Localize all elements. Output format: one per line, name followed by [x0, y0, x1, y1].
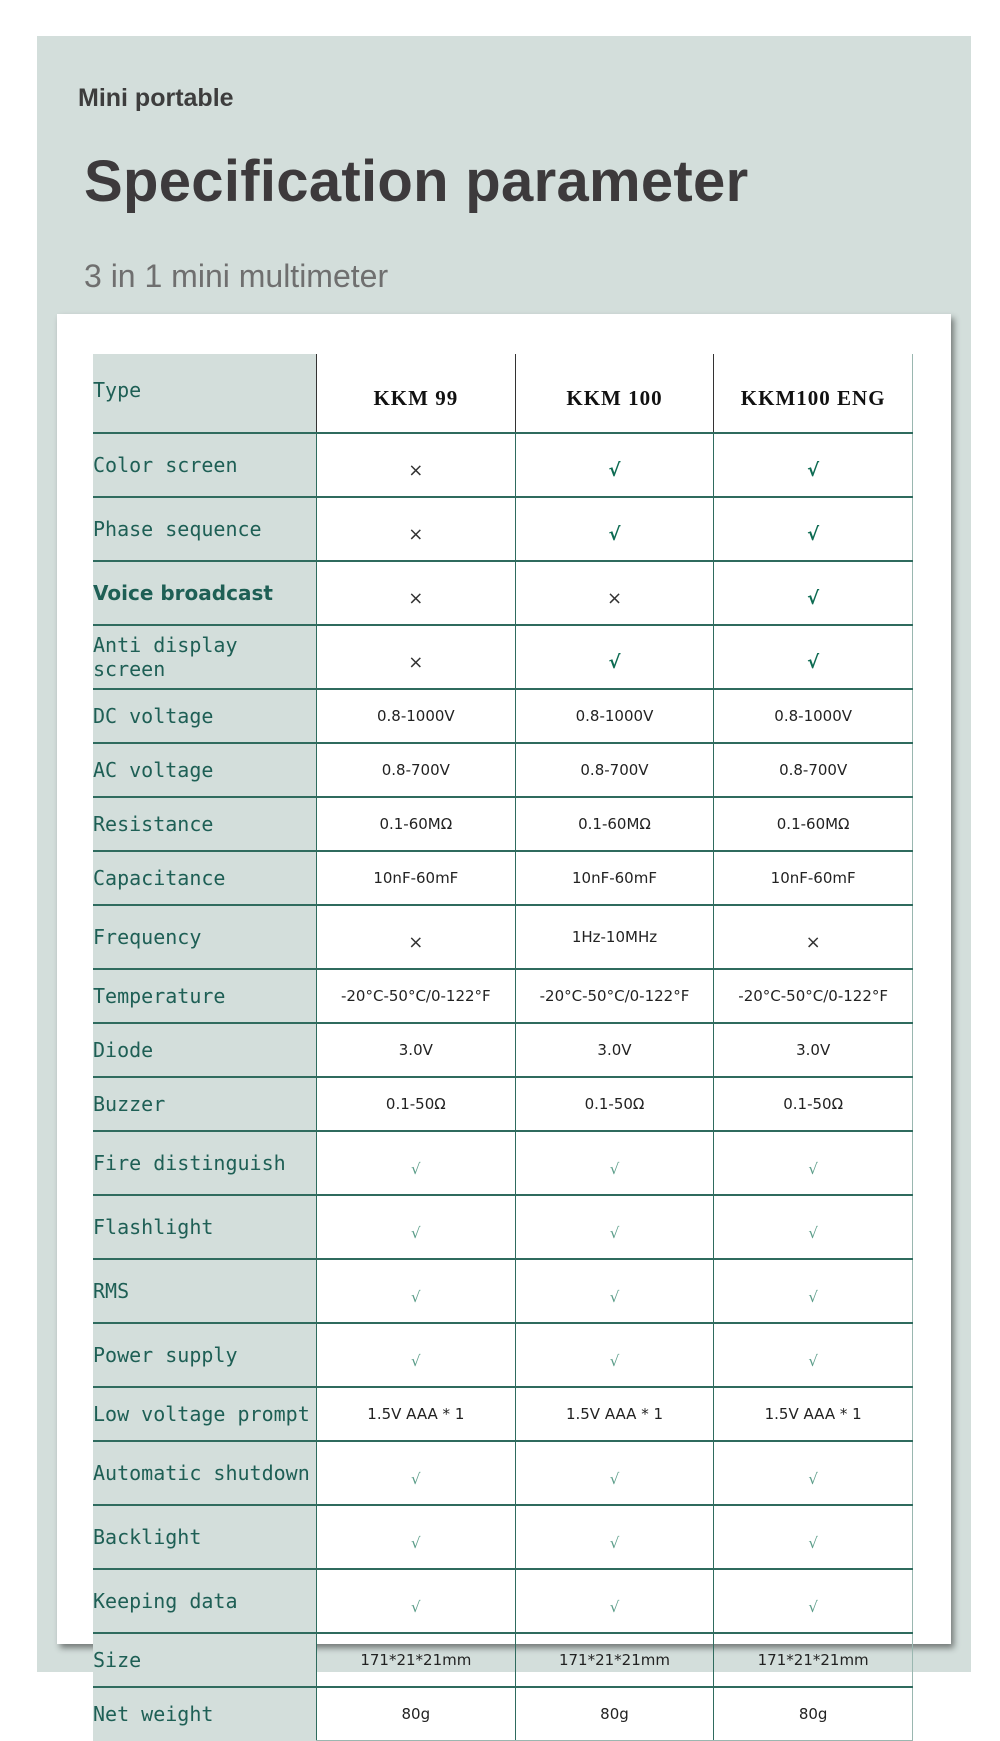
row-value: [317, 433, 516, 497]
check-icon: √: [411, 1351, 421, 1370]
value-text: 0.1-60MΩ: [379, 815, 453, 833]
row-label: AC voltage: [93, 743, 317, 797]
model-header: KKM 99: [317, 354, 516, 433]
value-text: 0.1-50Ω: [584, 1095, 645, 1113]
row-label: Backlight: [93, 1505, 317, 1569]
row-value: [714, 1131, 913, 1195]
row-label: Frequency: [93, 905, 317, 969]
check-icon: √: [411, 1597, 421, 1616]
cross-icon: ×: [408, 931, 424, 953]
check-icon: √: [808, 1533, 818, 1552]
check-icon: √: [608, 651, 621, 673]
type-label: Type: [93, 354, 317, 433]
check-icon: √: [808, 1351, 818, 1370]
spec-panel: [37, 36, 971, 1727]
check-icon: √: [808, 1597, 818, 1616]
row-value: [714, 561, 913, 625]
row-value: [714, 1077, 913, 1131]
table-row: [93, 1569, 913, 1633]
value-text: -20°C-50°C/0-122°F: [340, 987, 491, 1005]
row-value: [714, 497, 913, 561]
row-value: [714, 689, 913, 743]
value-text: 0.8-700V: [779, 761, 848, 779]
check-icon: √: [807, 587, 820, 609]
row-label: RMS: [93, 1259, 317, 1323]
row-value: [515, 797, 714, 851]
table-row: [93, 689, 913, 743]
row-value: [317, 905, 516, 969]
row-value: [714, 743, 913, 797]
value-text: -20°C-50°C/0-122°F: [539, 987, 690, 1005]
row-value: [515, 851, 714, 905]
value-text: 1Hz-10MHz: [571, 928, 658, 946]
cross-icon: ×: [606, 587, 623, 609]
row-label: Net weight: [93, 1687, 317, 1741]
row-value: [515, 905, 714, 969]
check-icon: √: [608, 459, 621, 481]
row-value: [714, 1023, 913, 1077]
check-icon: √: [411, 1223, 421, 1242]
table-row: [93, 433, 913, 497]
value-text: 171*21*21mm: [558, 1651, 670, 1669]
check-icon: √: [609, 1223, 620, 1242]
table-row: [93, 1323, 913, 1387]
row-value: [714, 1441, 913, 1505]
row-value: [317, 497, 516, 561]
cross-icon: ×: [408, 587, 424, 609]
table-row: [93, 1259, 913, 1323]
row-label: Temperature: [93, 969, 317, 1023]
row-value: [515, 1569, 714, 1633]
table-row: [93, 905, 913, 969]
row-value: [317, 1505, 516, 1569]
row-value: [515, 1505, 714, 1569]
spec-table: [93, 354, 913, 1741]
row-value: [714, 1505, 913, 1569]
check-icon: √: [609, 1351, 620, 1370]
value-text: 80g: [600, 1705, 629, 1723]
value-text: 10nF-60mF: [572, 869, 657, 887]
row-value: [317, 1077, 516, 1131]
value-text: 0.8-700V: [580, 761, 649, 779]
row-value: [515, 1259, 714, 1323]
row-value: [714, 905, 913, 969]
row-value: [515, 1633, 714, 1687]
table-row: [93, 1633, 913, 1687]
table-row: [93, 1387, 913, 1441]
row-value: [515, 1441, 714, 1505]
row-value: [714, 969, 913, 1023]
table-row: [93, 1441, 913, 1505]
check-icon: √: [609, 1533, 620, 1552]
check-icon: √: [808, 1223, 818, 1242]
value-text: 1.5V AAA * 1: [367, 1405, 465, 1423]
value-text: 0.1-60MΩ: [578, 815, 651, 833]
row-value: [714, 625, 913, 689]
cross-icon: ×: [408, 459, 424, 481]
row-value: [317, 689, 516, 743]
row-value: [317, 1633, 516, 1687]
table-row: [93, 1687, 913, 1741]
row-value: [317, 561, 516, 625]
row-value: [317, 1323, 516, 1387]
page-subtitle: 3 in 1 mini multimeter: [84, 258, 389, 294]
row-value: [317, 1259, 516, 1323]
row-label: Capacitance: [93, 851, 317, 905]
value-text: 3.0V: [796, 1041, 831, 1059]
table-row: [93, 1077, 913, 1131]
table-row: [93, 1131, 913, 1195]
table-row: [93, 851, 913, 905]
row-label: Resistance: [93, 797, 317, 851]
value-text: 0.8-1000V: [774, 707, 852, 725]
check-icon: √: [411, 1469, 421, 1488]
value-text: 171*21*21mm: [360, 1651, 472, 1669]
row-value: [317, 1569, 516, 1633]
value-text: 171*21*21mm: [757, 1651, 869, 1669]
value-text: 0.1-50Ω: [385, 1095, 446, 1113]
check-icon: √: [411, 1159, 421, 1178]
table-row: [93, 797, 913, 851]
row-value: [317, 1687, 516, 1741]
row-value: [714, 1633, 913, 1687]
value-text: 1.5V AAA * 1: [764, 1405, 862, 1423]
row-value: [714, 851, 913, 905]
row-value: [515, 625, 714, 689]
row-label: Keeping data: [93, 1569, 317, 1633]
row-label: Low voltage prompt: [93, 1387, 317, 1441]
row-value: [317, 743, 516, 797]
check-icon: √: [808, 1469, 818, 1488]
value-text: 80g: [401, 1705, 431, 1723]
row-label: Diode: [93, 1023, 317, 1077]
row-value: [515, 497, 714, 561]
check-icon: √: [411, 1287, 421, 1306]
value-text: 80g: [798, 1705, 828, 1723]
row-value: [317, 1131, 516, 1195]
value-text: 3.0V: [398, 1041, 433, 1059]
row-value: [515, 1387, 714, 1441]
table-row: [93, 497, 913, 561]
check-icon: √: [609, 1159, 620, 1178]
page-title: Specification parameter: [84, 149, 749, 214]
row-label: Flashlight: [93, 1195, 317, 1259]
check-icon: √: [807, 651, 820, 673]
value-text: 10nF-60mF: [770, 869, 856, 887]
eyebrow-text: Mini portable: [78, 84, 234, 112]
row-value: [317, 851, 516, 905]
row-value: [714, 1259, 913, 1323]
table-row: [93, 969, 913, 1023]
row-value: [515, 1195, 714, 1259]
row-label: Fire distinguish: [93, 1131, 317, 1195]
row-value: [515, 1077, 714, 1131]
cross-icon: ×: [408, 651, 424, 673]
row-value: [714, 1195, 913, 1259]
value-text: -20°C-50°C/0-122°F: [738, 987, 889, 1005]
value-text: 0.8-1000V: [575, 707, 654, 725]
table-row: [93, 1195, 913, 1259]
row-label: DC voltage: [93, 689, 317, 743]
row-value: [515, 689, 714, 743]
check-icon: √: [609, 1597, 620, 1616]
table-row: [93, 743, 913, 797]
row-label: Buzzer: [93, 1077, 317, 1131]
check-icon: √: [807, 523, 820, 545]
row-label: Automatic shutdown: [93, 1441, 317, 1505]
table-row: [93, 561, 913, 625]
value-text: 0.8-700V: [381, 761, 450, 779]
row-value: [515, 1023, 714, 1077]
table-row: [93, 1505, 913, 1569]
row-value: [714, 1323, 913, 1387]
table-row: [93, 625, 913, 689]
row-value: [714, 433, 913, 497]
row-value: [515, 1687, 714, 1741]
row-label: Power supply: [93, 1323, 317, 1387]
model-header: KKM 100: [515, 354, 714, 433]
row-label: Phase sequence: [93, 497, 317, 561]
model-header: KKM100 ENG: [714, 354, 913, 433]
check-icon: √: [609, 1469, 620, 1488]
table-row: [93, 1023, 913, 1077]
row-value: [317, 625, 516, 689]
row-value: [714, 797, 913, 851]
row-label: Voice broadcast: [93, 561, 317, 625]
row-label: Color screen: [93, 433, 317, 497]
row-value: [317, 1441, 516, 1505]
row-value: [515, 561, 714, 625]
row-value: [317, 1387, 516, 1441]
value-text: 1.5V AAA * 1: [565, 1405, 664, 1423]
check-icon: √: [807, 459, 820, 481]
row-value: [714, 1387, 913, 1441]
row-value: [515, 433, 714, 497]
check-icon: √: [808, 1287, 818, 1306]
check-icon: √: [608, 523, 621, 545]
value-text: 0.8-1000V: [376, 707, 455, 725]
row-value: [515, 1131, 714, 1195]
row-value: [317, 1023, 516, 1077]
row-value: [714, 1569, 913, 1633]
check-icon: √: [609, 1287, 620, 1306]
row-value: [714, 1687, 913, 1741]
row-value: [515, 1323, 714, 1387]
value-text: 0.1-60MΩ: [776, 815, 850, 833]
row-value: [317, 969, 516, 1023]
check-icon: √: [411, 1533, 421, 1552]
row-label: Size: [93, 1633, 317, 1687]
table-header-row: [93, 354, 913, 433]
value-text: 3.0V: [597, 1041, 632, 1059]
row-value: [515, 969, 714, 1023]
check-icon: √: [808, 1159, 818, 1178]
value-text: 10nF-60mF: [373, 869, 459, 887]
row-value: [515, 743, 714, 797]
spec-card: [57, 314, 951, 1727]
row-value: [317, 1195, 516, 1259]
cross-icon: ×: [408, 523, 424, 545]
row-value: [317, 797, 516, 851]
row-label: Anti display screen: [93, 625, 317, 689]
cross-icon: ×: [805, 931, 821, 953]
value-text: 0.1-50Ω: [783, 1095, 844, 1113]
